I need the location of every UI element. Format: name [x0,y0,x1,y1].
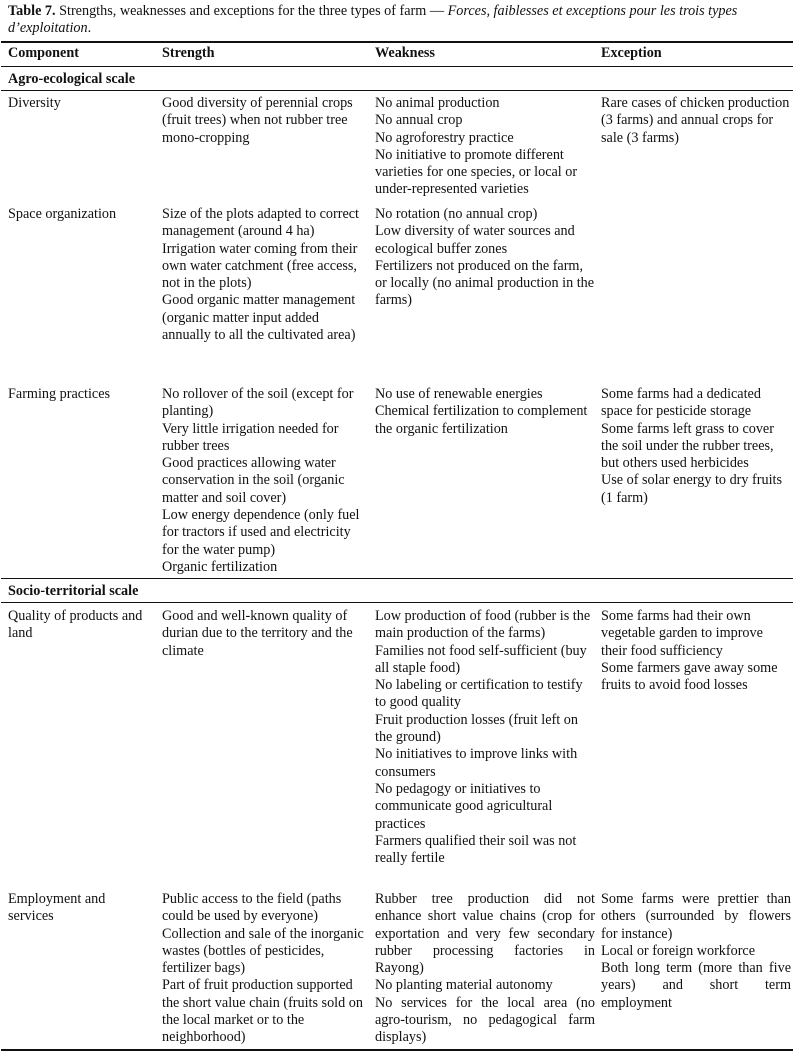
weakness-item: Farmers qualified their soil was not really fertile [375,832,577,867]
exception-item: Some farms were prettier than others (surrounded by flowers for instance) [601,891,791,942]
row-diversity-weakness [375,95,595,199]
exception-item: Some farms had their own vegetable garden to improve their food sufficiency [601,608,763,659]
table-top-rule [1,41,793,43]
weakness-item: No annual crop [375,112,463,129]
row-farming-practices-exception [601,386,791,507]
header-rule [1,66,793,67]
caption-text-en: Strengths, weaknesses and exceptions for the three types of farm — [55,3,448,19]
table-caption [8,3,793,38]
row-space-organization-strength [162,206,367,344]
table-bottom-rule [1,1049,793,1051]
strength-item: Good organic matter management (organic matter input added annually to all the cultivated area) [162,292,356,344]
row-farming-practices-weakness [375,386,595,438]
table-number: Table 7. [8,3,56,19]
strength-item: Size of the plots adapted to correct management (around 4 ha) [162,206,359,240]
weakness-item: No labeling or certification to testify to good quality [375,677,583,711]
strength-item: Good practices allowing water conservation in the soil (organic matter and soil cover) [162,455,345,506]
weakness-item: No services for the local area (no agro-tourism, no pedagogical farm displays) [375,994,595,1046]
caption-end: . [87,20,92,37]
weakness-item: No pedagogy or initiatives to communicate good agricultural practices [375,780,553,832]
exception-item: Use of solar energy to dry fruits (1 farm) [601,472,782,506]
weakness-item: No agroforestry practice [375,129,514,146]
row-farming-practices-component: Farming practices [8,386,111,402]
weakness-item: Fertilizers not produced on the farm, or locally (no animal production in the farms) [375,257,595,309]
strength-item: Low energy dependence (only fuel for tractors if used and electricity for the water pump) [162,507,360,558]
weakness-item: Families not food self-sufficient (buy all staple food) [375,642,587,676]
row-diversity-exception [601,95,791,147]
row-employment-component: Employment and services [8,891,106,925]
exception-item: Local or foreign workforce [601,942,756,959]
strength-item: Part of fruit production supported the short value chain (fruits sold on the local market or to the neighborhood) [162,977,363,1046]
weakness-item: No rotation (no annual crop) [375,206,538,222]
column-header-strength: Strength [162,45,215,61]
weakness-item: No initiative to promote different varieties for one species, or local or under-represented varieties [375,146,578,198]
section-title-socio-territorial: Socio-territorial scale [8,583,139,599]
row-employment-exception [601,891,791,1012]
section-rule [1,578,793,579]
strength-item: Good and well-known quality of durian due to the territory and the climate [162,608,353,659]
row-employment-strength [162,891,367,1047]
row-quality-strength [162,608,367,660]
weakness-item: No initiatives to improve links with consumers [375,746,578,780]
row-quality-component: Quality of products and land [8,608,143,642]
row-quality-weakness [375,608,595,867]
weakness-item: No use of renewable energies [375,386,543,402]
row-diversity-strength: Good diversity of perennial crops (fruit trees) when not rubber tree mono-cropping [162,95,353,146]
exception-item: Some farms had a dedicated space for pesticide storage [601,386,761,420]
section-rule [1,90,793,91]
weakness-item: Low production of food (rubber is the main production of the farms) [375,608,591,642]
exception-item: Both long term (more than five years) and short term employment [601,960,791,1011]
column-header-component: Component [8,45,79,61]
strength-item: Public access to the field (paths could be used by everyone) [162,891,342,925]
row-space-organization-component: Space organization [8,206,117,222]
weakness-item: No planting material autonomy [375,977,553,994]
strength-item: No rollover of the soil (except for planting) [162,386,354,420]
weakness-item: Low diversity of water sources and ecological buffer zones [375,223,575,257]
row-farming-practices-strength [162,386,367,576]
weakness-item: Fruit production losses (fruit left on the ground) [375,711,578,746]
weakness-item: No animal production [375,95,500,111]
column-header-weakness: Weakness [375,45,435,61]
weakness-item: Rubber tree production did not enhance short value chains (crop for exportation and very few secondary rubber processing factories in Rayong) [375,891,595,977]
row-quality-exception [601,608,791,694]
column-header-exception: Exception [601,45,662,61]
weakness-item: Chemical fertilization to complement the organic fertilization [375,403,588,437]
strength-item: Irrigation water coming from their own water catchment (free access, not in the plots) [162,240,358,292]
exception-item: Rare cases of chicken production (3 farms) and annual crops for sale (3 farms) [601,95,790,146]
row-diversity-component: Diversity [8,95,61,111]
caption-text-fr: Forces, faiblesses et exceptions pour les trois types d’exploitation [8,3,738,37]
section-rule [1,602,793,603]
row-employment-weakness [375,891,595,1047]
strength-item: Collection and sale of the inorganic wastes (bottles of pesticides, fertilizer bags) [162,925,364,977]
row-space-organization-weakness [375,206,595,310]
exception-item: Some farms left grass to cover the soil under the rubber trees, but others used herbicides [601,420,774,472]
section-title-agro-ecological: Agro-ecological scale [8,71,135,87]
exception-item: Some farmers gave away some fruits to avoid food losses [601,659,778,694]
strength-item: Organic fertilization [162,558,278,575]
strength-item: Very little irrigation needed for rubber trees [162,420,339,454]
